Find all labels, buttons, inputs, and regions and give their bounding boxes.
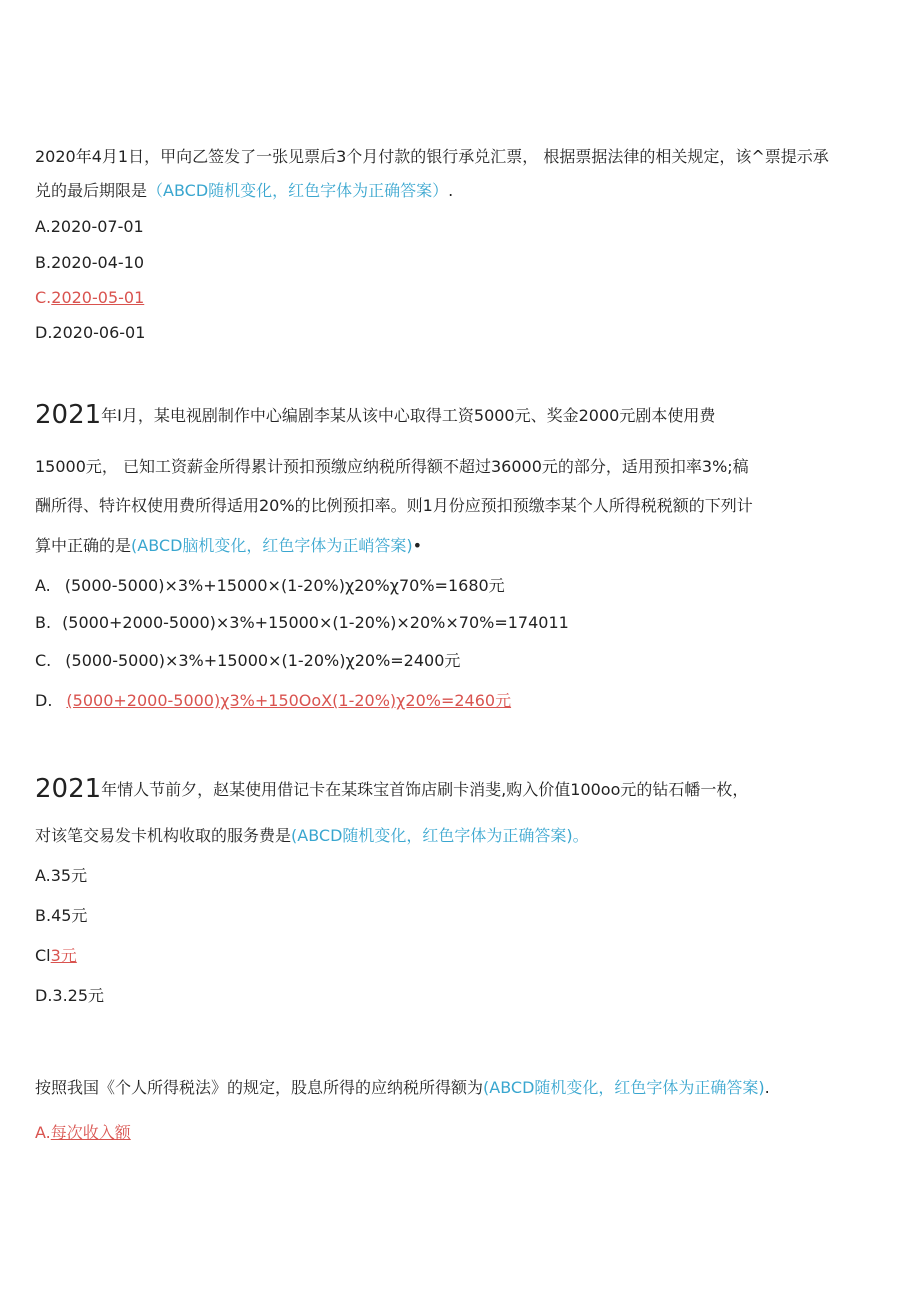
q4-option-a	[35, 1122, 131, 1144]
q1-correct-answer: 2020-05-01	[51, 288, 145, 307]
q2-stem-text-1: 年I月，某电视剧制作中心编剧李某从该中心取得工资5000元、奖金2000元剧本使用费	[101, 406, 716, 425]
q4-option-a-prefix: A.	[35, 1123, 51, 1142]
q1-option-d: D.2020-06-01	[35, 323, 146, 342]
q2-option-d	[35, 690, 511, 712]
q1-stem-text: 兑的最后期限是	[35, 181, 148, 200]
q2-stem-text-4: 算中正确的是	[35, 536, 132, 555]
q1-option-b: B.2020-04-10	[35, 253, 145, 272]
q3-correct-answer: 3元	[50, 946, 77, 965]
q3-option-a: A.35元	[35, 866, 88, 885]
q3-stem-text-1: 年情人节前夕，赵某使用借记卡在某珠宝首饰店刷卡消斐,购入价值100oo元的钻石幡一枚，	[101, 780, 749, 799]
q1-stem-line-2	[35, 180, 453, 202]
q3-option-c-prefix: Cl	[35, 946, 51, 965]
q1-option-a: A.2020-07-01	[35, 217, 144, 236]
q1-hint: （ABCD随机变化，红色字体为正确答案）	[147, 181, 449, 200]
q3-stem-line-2	[35, 825, 589, 847]
q3-year: 2021	[35, 774, 102, 804]
q3-option-d: D.3.25元	[35, 986, 105, 1005]
q2-option-c-text: (5000-5000)×3%+15000×(1-20%)χ20%=2400元	[65, 651, 461, 670]
q3-hint: (ABCD随机变化，红色字体为正确答案)。	[291, 826, 589, 845]
q4-stem-line-1	[35, 1077, 770, 1099]
q2-option-a-text: (5000-5000)×3%+15000×(1-20%)χ20%χ70%=1680元	[64, 576, 505, 595]
q1-stem-line-1: 2020年4月1日，甲向乙签发了一张见票后3个月付款的银行承兑汇票， 根据票据法律的相关规定，该^票提示承	[35, 147, 829, 166]
q2-option-b	[35, 612, 569, 634]
q2-option-b-label: B.	[35, 613, 52, 632]
q3-option-c	[35, 945, 77, 967]
q2-stem-tail: •	[412, 536, 423, 555]
q1-option-c-prefix: C.	[35, 288, 52, 307]
q2-stem-line-4	[35, 535, 422, 557]
q2-stem-line-1	[35, 400, 716, 430]
q3-stem-text-2: 对该笔交易发卡机构收取的服务费是	[35, 826, 292, 845]
q2-option-a	[35, 575, 505, 597]
q2-hint: (ABCD脑机变化，红色字体为正峭答案)	[131, 536, 413, 555]
q3-option-b: B.45元	[35, 906, 88, 925]
q2-stem-line-2: 15000元， 已知工资薪金所得累计预扣预缴应纳税所得额不超过36000元的部分，适用预扣率3%;稿	[35, 457, 749, 476]
q2-option-b-text: (5000+2000-5000)×3%+15000×(1-20%)×20%×70%=174011	[62, 613, 569, 632]
q2-option-c	[35, 650, 460, 672]
q2-option-c-label: C.	[35, 651, 52, 670]
q1-option-c	[35, 287, 144, 309]
q1-stem-tail: .	[448, 181, 454, 200]
q2-option-d-label: D.	[35, 691, 53, 710]
q2-stem-line-3: 酬所得、特许权使用费所得适用20%的比例预扣率。则1月份应预扣预缴李某个人所得税税额的下列计	[35, 496, 753, 515]
q3-stem-line-1	[35, 774, 749, 804]
q2-year: 2021	[35, 400, 102, 430]
q2-option-a-label: A.	[35, 576, 51, 595]
q2-correct-answer: (5000+2000-5000)χ3%+150OoX(1-20%)χ20%=2460元	[66, 691, 512, 710]
q4-stem-text: 按照我国《个人所得税法》的规定，股息所得的应纳税所得额为	[35, 1078, 484, 1097]
q4-stem-tail: .	[764, 1078, 770, 1097]
q4-hint: (ABCD随机变化，红色字体为正确答案)	[483, 1078, 765, 1097]
q4-correct-answer: 每次收入额	[50, 1123, 131, 1142]
